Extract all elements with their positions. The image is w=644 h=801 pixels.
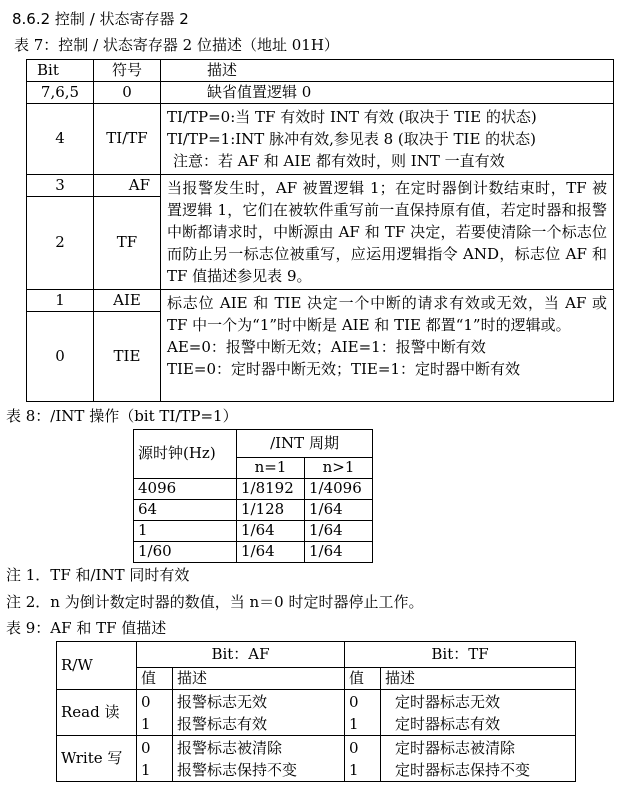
header-source-clock: 源时钟(Hz)	[134, 430, 237, 479]
symbol-cell: TI/TF	[94, 104, 161, 175]
bit-cell: 0	[27, 312, 94, 402]
desc: 定时器标志有效	[395, 714, 501, 733]
desc-cell-af-tf: 当报警发生时，AF 被置逻辑 1；在定时器倒计数结束时，TF 被置逻辑 1，它们在被软件重写前一直保持原有值，若定时器和报警中断都请求时，中断源由 AF 和 TF 决定，若要使清除一个标志位而防止另一标志位被重写，应运用逻辑指令 AND，标志位 AF 和 TF 值描述参见表 9。	[161, 175, 614, 290]
af-descs	[173, 690, 345, 736]
table7	[26, 59, 614, 402]
rw-cell: Write 写	[57, 736, 137, 782]
cell: 1/8192	[237, 478, 305, 499]
table-row	[134, 478, 373, 499]
desc-line: TI/TP=1:INT 脉冲有效,参见表 8 (取决于 TIE 的状态)	[167, 130, 537, 148]
desc-cell-aie-tie	[161, 290, 614, 402]
table-row	[134, 499, 373, 520]
section-title: 8.6.2 控制 / 状态寄存器 2	[12, 10, 189, 28]
cell: 64	[134, 499, 237, 520]
value: 1	[141, 714, 151, 733]
desc: 报警标志保持不变	[177, 760, 298, 779]
note-1: 注 1．TF 和/INT 同时有效	[6, 566, 190, 584]
desc-line: AE=0：报警中断无效；AIE=1：报警中断有效	[167, 338, 486, 356]
table-row	[27, 104, 614, 175]
desc-line: TIE=0：定时器中断无效；TIE=1：定时器中断有效	[167, 360, 520, 378]
bit-cell: 1	[27, 290, 94, 312]
cell: 1/64	[305, 520, 373, 541]
desc: 报警标志被清除	[177, 738, 283, 757]
table-row	[57, 690, 576, 736]
af-values	[137, 690, 173, 736]
header-bit-af: Bit：AF	[137, 642, 345, 668]
header-desc: 描述	[161, 60, 614, 82]
table-row	[57, 736, 576, 782]
desc: 定时器标志被清除	[395, 738, 516, 757]
table8-caption: 表 8：/INT 操作（bit TI/TP=1）	[6, 407, 238, 425]
header-rw: R/W	[57, 642, 137, 690]
table-row	[27, 290, 614, 312]
symbol-cell: AIE	[94, 290, 161, 312]
value: 1	[141, 760, 151, 779]
desc: 定时器标志保持不变	[395, 760, 531, 779]
value: 0	[141, 692, 151, 711]
desc-line: 注意：若 AF 和 AIE 都有效时，则 INT 一直有效	[173, 152, 505, 170]
header-tf-desc: 描述	[381, 668, 576, 690]
value: 1	[349, 714, 359, 733]
header-int-period: /INT 周期	[237, 430, 373, 458]
value: 0	[349, 738, 359, 757]
cell: 1/60	[134, 541, 237, 562]
cell: 1	[134, 520, 237, 541]
cell: 1/64	[305, 499, 373, 520]
table8	[133, 429, 373, 563]
value: 0	[141, 738, 151, 757]
header-af-desc: 描述	[173, 668, 345, 690]
cell: 1/4096	[305, 478, 373, 499]
symbol-cell: AF	[94, 175, 161, 197]
desc-line: TI/TP=0:当 TF 有效时 INT 有效 (取决于 TIE 的状态)	[167, 108, 537, 126]
tf-descs	[381, 690, 576, 736]
af-values	[137, 736, 173, 782]
cell: 1/64	[305, 541, 373, 562]
desc: 报警标志有效	[177, 714, 268, 733]
value: 0	[349, 692, 359, 711]
table-row	[134, 541, 373, 562]
table7-caption: 表 7：控制 / 状态寄存器 2 位描述（地址 01H）	[14, 36, 339, 54]
bit-cell: 7,6,5	[27, 82, 94, 104]
symbol-cell: TIE	[94, 312, 161, 402]
table-header-row	[27, 60, 614, 82]
cell: 4096	[134, 478, 237, 499]
table9-caption: 表 9：AF 和 TF 值描述	[6, 619, 167, 637]
table-header-row	[57, 642, 576, 668]
desc: 报警标志无效	[177, 692, 268, 711]
bit-cell: 3	[27, 175, 94, 197]
symbol-cell: TF	[94, 197, 161, 290]
tf-values	[345, 736, 381, 782]
bit-cell: 2	[27, 197, 94, 290]
cell: 1/64	[237, 541, 305, 562]
desc-cell	[161, 104, 614, 175]
desc-paragraph: 标志位 AIE 和 TIE 决定一个中断的请求有效或无效，当 AF 或 TF 中一个为“1”时中断是 AIE 和 TIE 都置“1”时的逻辑或。	[167, 294, 607, 334]
symbol-cell: 0	[94, 82, 161, 104]
header-n1: n=1	[237, 458, 305, 479]
rw-cell: Read 读	[57, 690, 137, 736]
desc-cell: 缺省值置逻辑 0	[161, 82, 614, 104]
desc: 定时器标志无效	[395, 692, 501, 711]
header-af-value: 值	[137, 668, 173, 690]
value: 1	[349, 760, 359, 779]
header-tf-value: 值	[345, 668, 381, 690]
cell: 1/128	[237, 499, 305, 520]
tf-values	[345, 690, 381, 736]
table-row	[27, 175, 614, 197]
table9	[56, 641, 576, 782]
table-header-row	[134, 430, 373, 458]
header-symbol: 符号	[94, 60, 161, 82]
header-bit: Bit	[27, 60, 94, 82]
tf-descs	[381, 736, 576, 782]
note-2: 注 2．n 为倒计数定时器的数值，当 n＝0 时定时器停止工作。	[6, 593, 424, 611]
table-row	[27, 82, 614, 104]
header-bit-tf: Bit：TF	[345, 642, 576, 668]
cell: 1/64	[237, 520, 305, 541]
af-descs	[173, 736, 345, 782]
table-row	[134, 520, 373, 541]
header-n-gt-1: n>1	[305, 458, 373, 479]
bit-cell: 4	[27, 104, 94, 175]
